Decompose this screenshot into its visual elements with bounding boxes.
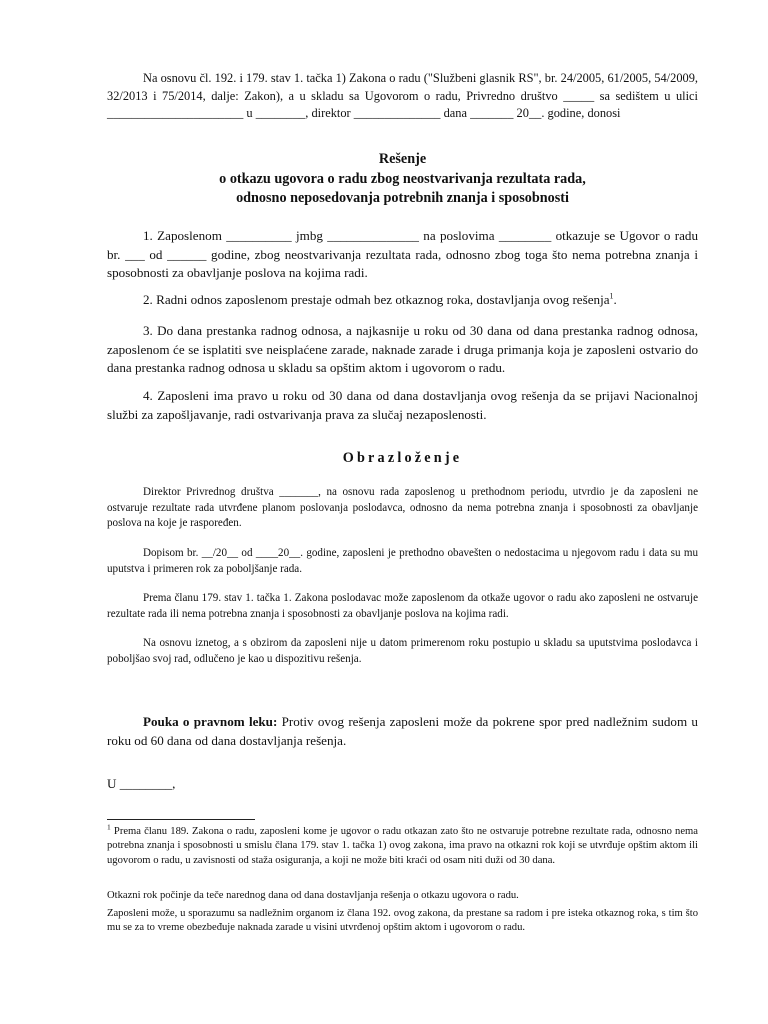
footnote-paragraph-2: Otkazni rok počinje da teče narednog dana od dana dostavljanja rešenja o otkazu ugovora o radu. bbox=[107, 890, 519, 901]
footnote-marker: 1 bbox=[107, 822, 111, 832]
dispositive-item-3: 3. Do dana prestanka radnog odnosa, a najkasnije u roku od 30 dana od dana prestanka radnog odnosa, zaposlenom će se isplatiti sve neisplaćene zarade, naknade zarade i druga primanja koja je zaposleni ostvario do dana prestanka radnog odnosa u skladu sa opštim aktom i ugovorom o radu. bbox=[107, 323, 698, 375]
dispositive-item-1: 1. Zaposlenom __________ jmbg ______________ na poslovima ________ otkazuje se Ugovor o radu br. ___ od ______ godine, zbog neostvarivanja rezultata rada, odnosno zbog toga što nema potrebna znanja i sposobnosti za obavljanje poslova na kojima radi. bbox=[107, 228, 698, 280]
explanation-paragraph-3: Prema članu 179. stav 1. tačka 1. Zakona poslodavac može zaposlenom da otkaže ugovor o radu ako zaposleni ne ostvaruje rezultate rada ili nema potrebna znanja i sposobnosti za obavljanje poslova na kojima radi. bbox=[107, 592, 698, 620]
footnote-separator bbox=[107, 819, 255, 820]
dispositive-item-2-text: 2. Radni odnos zaposlenom prestaje odmah bez otkaznog roka, dostavljanja ovog rešenja bbox=[143, 292, 610, 307]
dispositive-item-4: 4. Zaposleni ima pravo u roku od 30 dana od dana dostavljanja ovog rešenja da se prijavi Nacionalnoj službi za zapošljavanje, radi ostvarivanja prava za slučaj nezaposlenosti. bbox=[107, 388, 698, 422]
explanation-paragraph-4: Na osnovu iznetog, a s obzirom da zaposleni nije u datom primerenom roku postupio u skladu sa uputstvima poslodavca i poboljšao svoj rad, odlučeno je kao u dispozitivu rešenja. bbox=[107, 637, 698, 665]
explanation-heading: Obrazloženje bbox=[342, 450, 463, 466]
legal-remedy-text: Protiv ovog rešenja zaposleni može da pokrene spor pred nadležnim sudom u roku od 60 dana od dana dostavljanja rešenja. bbox=[107, 714, 698, 748]
dispositive-item-2-end: . bbox=[613, 292, 617, 307]
footnote-paragraph-3: Zaposleni može, u sporazumu sa nadležnim organom iz člana 192. ovog zakona, da prestane sa radom i pre isteka otkaznog roka, s tim što mu se za to vreme obezbeđuje naknada zarade u visini utvrđenoj opštim aktom i ugovorom o radu. bbox=[107, 908, 698, 934]
footnote-paragraph-1 bbox=[107, 822, 698, 868]
explanation-paragraph-1: Direktor Privrednog društva _______, na osnovu rada zaposlenog u prethodnom periodu, utvrdio je da zaposleni ne ostvaruje rezultate rada utvrđene planom poslovanja poslodavca, odnosno da nema potrebna znanja i sposobnosti za obavljanje poslova na koje je raspoređen. bbox=[107, 486, 698, 529]
title-line-1: Rešenje bbox=[378, 151, 427, 167]
intro-paragraph: Na osnovu čl. 192. i 179. stav 1. tačka 1) Zakona o radu ("Službeni glasnik RS", br. 24/2005, 61/2005, 54/2009, 32/2013 i 75/2014, dalje: Zakon), a u skladu sa Ugovorom o radu, Privredno društvo _____ sa sedištem u ulici ______________________ u ________, direktor ______________ dana _______ 20__. godine, donosi bbox=[107, 71, 698, 120]
legal-remedy bbox=[107, 712, 698, 750]
footnote-text-1: Prema članu 189. Zakona o radu, zaposleni kome je ugovor o radu otkazan zato što ne ostvaruje potrebne rezultate rada, odnosno nema potrebna znanja i sposobnosti u smislu člana 179. stav 1. tačka 1) ovog zakona, ima pravo na otkazni rok koji se utvrđuje opštim aktom ili ugovorom o radu, u zavisnosti od staža osiguranja, a koji ne može biti kraći od osam niti duži od 30 dana. bbox=[107, 826, 698, 866]
legal-remedy-label: Pouka o pravnom leku: bbox=[143, 714, 278, 729]
title-line-2: o otkazu ugovora o radu zbog neostvarivanja rezultata rada, bbox=[219, 170, 586, 187]
title-line-3: odnosno neposedovanja potrebnih znanja i sposobnosti bbox=[236, 190, 569, 206]
place-line: U ________, bbox=[107, 776, 176, 791]
dispositive-item-2 bbox=[107, 291, 698, 310]
document-title bbox=[107, 150, 698, 209]
explanation-paragraph-2: Dopisom br. __/20__ od ____20__. godine, zaposleni je prethodno obavešten o nedostacima u njegovom radu i data su mu uputstva i primeren rok za poboljšanje rada. bbox=[107, 547, 698, 575]
footnote-reference: 1 bbox=[609, 291, 614, 301]
